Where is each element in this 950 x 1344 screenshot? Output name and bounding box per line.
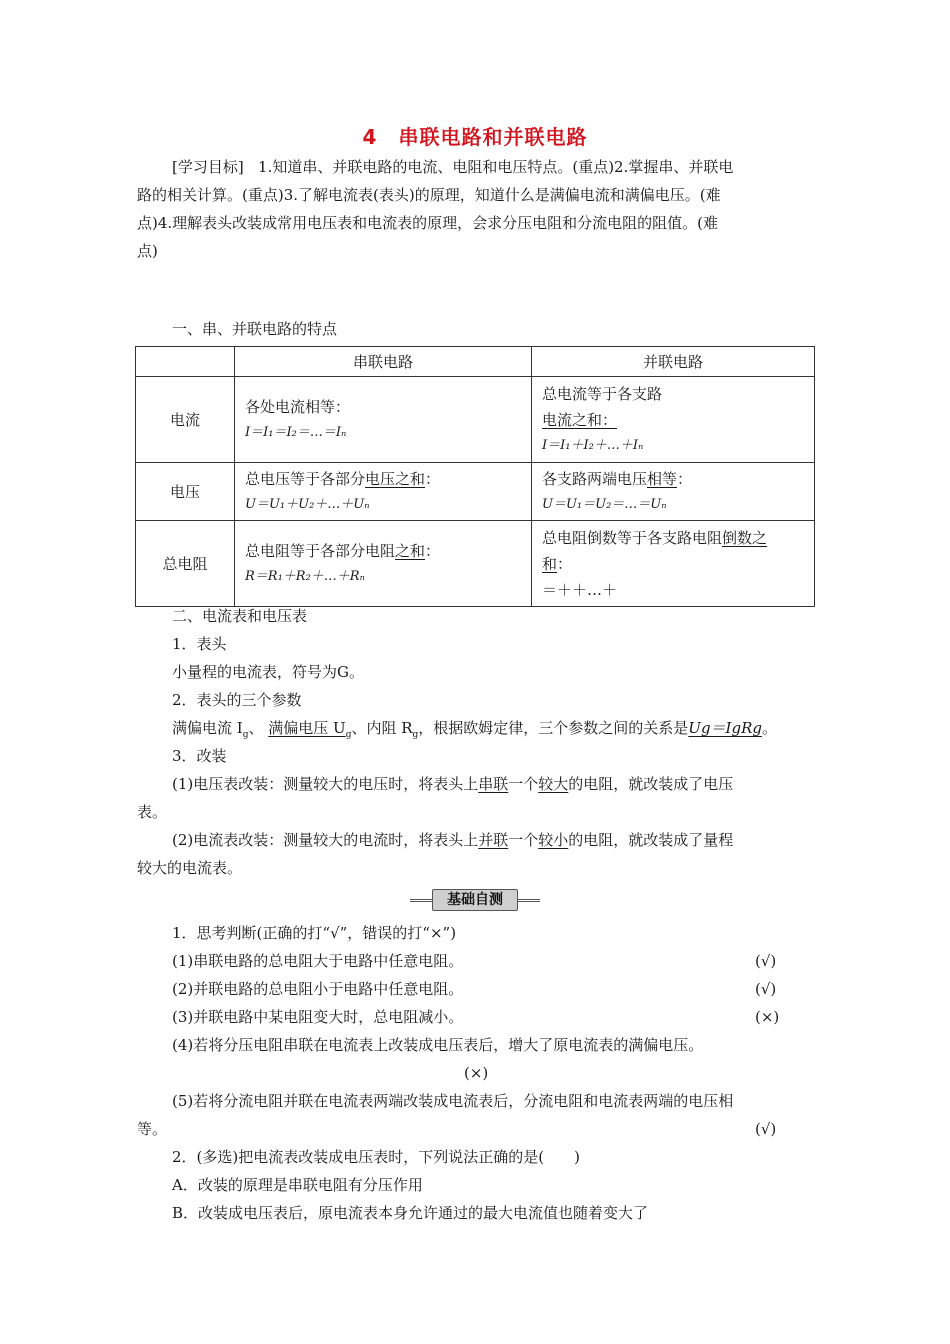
resistance-parallel-cell: 总电阻倒数等于各支路电阻倒数之 和： ＝＋＋…＋ <box>532 521 815 607</box>
row-label-resistance: 总电阻 <box>136 521 235 607</box>
table-row-current <box>136 377 815 463</box>
voltmeter-conversion: (1)电压表改装：测量较大的电压时，将表头上串联一个较大的电阻，就改装成了电压 <box>172 775 734 793</box>
question-1: 1．思考判断(正确的打“√”，错误的打“×”) <box>172 924 457 942</box>
self-test-banner <box>410 889 540 911</box>
section2-heading: 二、电流表和电压表 <box>172 607 308 625</box>
p3-title: 3．改装 <box>172 747 227 765</box>
row-label-current: 电流 <box>136 377 235 463</box>
objectives-line-3: 点)4.理解表头改装成常用电压表和电流表的原理，会求分压电阻和分流电阻的阻值。(难 <box>137 214 719 232</box>
p2-body: 满偏电流 $I_g$、 满偏电压 $U_g$、内阻 $R_g$，根据欧姆定律，三个参数之间的关系是Ug＝IgRg。 <box>172 719 777 740</box>
ammeter-conversion-end: 较大的电流表。 <box>137 859 243 877</box>
judge-item-2: (2)并联电路的总电阻小于电路中任意电阻。 <box>172 980 464 998</box>
judge-item-5: (5)若将分流电阻并联在电流表两端改装成电流表后，分流电阻和电流表两端的电压相 <box>172 1092 734 1110</box>
judge-item-4: (4)若将分压电阻串联在电流表上改装成电压表后，增大了原电流表的满偏电压。 <box>172 1036 704 1054</box>
ohm-relation-formula: Ug＝IgRg <box>688 719 762 737</box>
judge-mark-2: (√) <box>755 980 777 998</box>
judge-mark-1: (√) <box>755 952 777 970</box>
voltage-parallel-cell: 各支路两端电压相等： U＝U₁＝U₂＝…＝Uₙ <box>532 463 815 521</box>
objectives-line-2: 路的相关计算。(重点)3.了解电流表(表头)的原理，知道什么是满偏电流和满偏电压。(难 <box>137 186 721 204</box>
col-series-header: 串联电路 <box>235 347 532 377</box>
objectives-line-4: 点) <box>137 242 158 260</box>
ammeter-conversion: (2)电流表改装：测量较大的电流时，将表头上并联一个较小的电阻，就改装成了量程 <box>172 831 734 849</box>
formula: ＝＋＋…＋ <box>542 580 618 599</box>
p1-title: 1．表头 <box>172 635 227 653</box>
objectives-label: [学习目标] <box>172 158 244 176</box>
current-parallel-cell: 总电流等于各支路 电流之和： I＝I₁＋I₂＋…＋Iₙ <box>532 377 815 463</box>
table-row-resistance <box>136 521 815 607</box>
voltage-series-cell: 总电压等于各部分电压之和： U＝U₁＋U₂＋…＋Uₙ <box>235 463 532 521</box>
formula: R＝R₁＋R₂＋…＋Rₙ <box>245 568 365 584</box>
judge-mark-5: (√) <box>755 1120 777 1138</box>
formula: I＝I₁＋I₂＋…＋Iₙ <box>542 437 644 453</box>
self-test-banner-label: 基础自测 <box>432 889 518 911</box>
table-row-voltage <box>136 463 815 521</box>
formula: I＝I₁＝I₂＝…＝Iₙ <box>245 424 347 440</box>
formula: U＝U₁＋U₂＋…＋Uₙ <box>245 496 370 512</box>
resistance-series-cell: 总电阻等于各部分电阻之和： R＝R₁＋R₂＋…＋Rₙ <box>235 521 532 607</box>
row-label-voltage: 电压 <box>136 463 235 521</box>
option-a: A．改装的原理是串联电阻有分压作用 <box>172 1176 423 1194</box>
option-b: B．改装成电压表后，原电流表本身允许通过的最大电流值也随着变大了 <box>172 1204 649 1222</box>
current-series-cell: 各处电流相等： I＝I₁＝I₂＝…＝Iₙ <box>235 377 532 463</box>
section1-heading: 一、串、并联电路的特点 <box>172 320 338 338</box>
p1-body: 小量程的电流表，符号为G。 <box>172 663 364 681</box>
question-2: 2．(多选)把电流表改装成电压表时，下列说法正确的是( ) <box>172 1148 580 1166</box>
page-title: 4 串联电路和并联电路 <box>362 125 588 149</box>
col-parallel-header: 并联电路 <box>532 347 815 377</box>
formula: U＝U₁＝U₂＝…＝Uₙ <box>542 496 667 512</box>
judge-item-1: (1)串联电路的总电阻大于电路中任意电阻。 <box>172 952 464 970</box>
judge-item-3: (3)并联电路中某电阻变大时，总电阻减小。 <box>172 1008 464 1026</box>
comparison-table <box>135 346 815 607</box>
judge-mark-4: (×) <box>464 1064 489 1082</box>
judge-mark-3: (×) <box>755 1008 780 1026</box>
voltmeter-conversion-end: 表。 <box>137 803 168 821</box>
p2-title: 2．表头的三个参数 <box>172 691 302 709</box>
judge-item-5-end: 等。 <box>137 1120 168 1138</box>
objectives-line-1: [学习目标] 1.知道串、并联电路的电流、电阻和电压特点。(重点)2.掌握串、并联电 <box>172 158 734 176</box>
table-header-row <box>136 347 815 377</box>
